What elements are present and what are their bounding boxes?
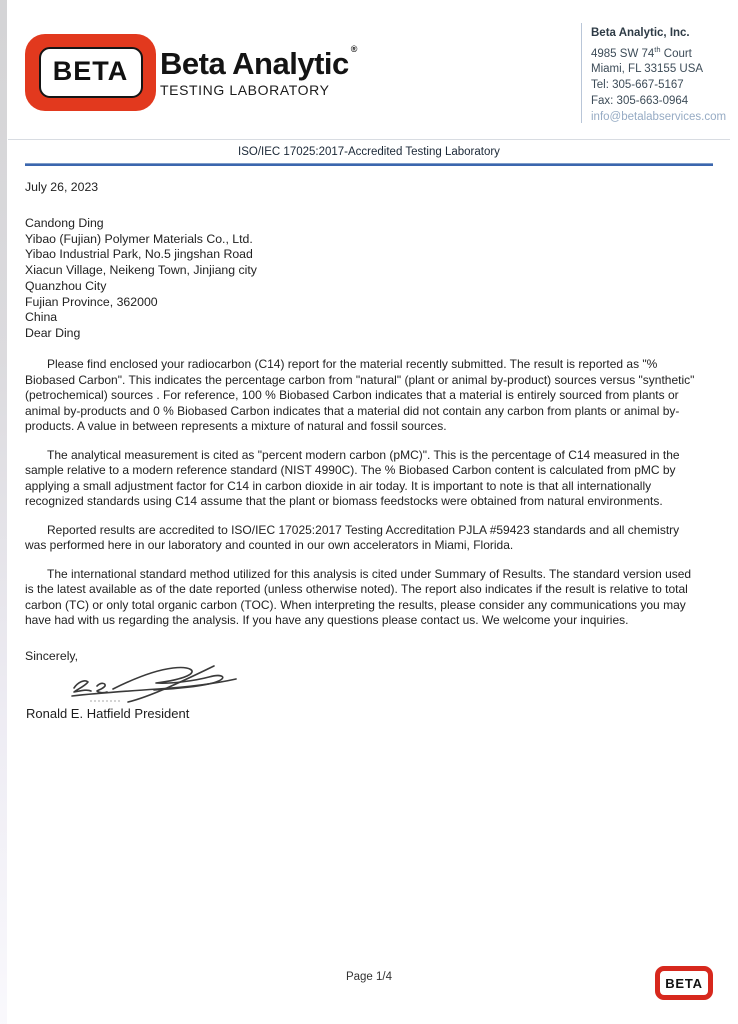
beta-logo-text: BETA: [52, 56, 129, 86]
letter-paragraph: The international standard method utilized for this analysis is cited under Summary of Results. The standard version used is the latest available as of the date reported (unless otherwise noted). The report also indicates if the result is relative to total carbon (TC) or only total organic carbon (TOC). When interpreting the results, please consider any communications you may have had with us regarding the analysis. If you have any questions please contact us. We welcome your inquiries.: [25, 566, 692, 627]
recipient-line: Quanzhou City: [25, 278, 107, 293]
page-number: Page 1/4: [345, 971, 393, 983]
beta-logo-inner: [39, 47, 143, 98]
registered-trademark-icon: ®: [350, 44, 357, 54]
brand-block: [160, 44, 357, 99]
brand-name-text: Beta Analytic: [160, 46, 349, 81]
header-divider: [581, 23, 582, 123]
accreditation-top-rule: [8, 139, 730, 140]
signer-name: Ronald E. Hatfield President: [26, 706, 190, 721]
contact-street-name: Court: [660, 47, 692, 60]
contact-block: [591, 26, 731, 126]
recipient-line: Yibao (Fujian) Polymer Materials Co., Ltd.: [25, 231, 253, 246]
recipient-line: Candong Ding: [25, 216, 104, 230]
recipient-line: Yibao Industrial Park, No.5 jingshan Road: [25, 247, 253, 262]
contact-tel: Tel: 305-667-5167: [591, 79, 684, 92]
accreditation-blue-rule: [25, 163, 713, 166]
contact-fax: Fax: 305-663-0964: [591, 95, 689, 108]
letter-paragraph: Please find enclosed your radiocarbon (C14) report for the material recently submitted. The result is reported as "% Biobased Carbon". This indicates the percentage carbon from "natural" (plant or animal by-product) sources versus "synthetic" (petrochemical) sources . For reference, 100 % Biobased Carbon indicates that a material is entirely sourced from plants or animal by-products and 0 % Biobased Carbon indicates that a material did not contain any carbon from plants or animal by-products. A value in between represents a mixture of natural and fossil sources.: [25, 357, 695, 433]
brand-subtitle: TESTING LABORATORY: [160, 82, 330, 99]
recipient-line: Xiacun Village, Neikeng Town, Jinjiang city: [25, 263, 257, 278]
letter-body: [25, 357, 703, 642]
letter-paragraph: Reported results are accredited to ISO/IEC 17025:2017 Testing Accreditation PJLA #59423 standards and all chemistry was performed here in our laboratory and counted in our own accelerators in Miami, Florida.: [25, 522, 680, 552]
closing-salutation: Sincerely,: [25, 649, 79, 663]
contact-city: Miami, FL 33155 USA: [591, 63, 704, 76]
contact-company: Beta Analytic, Inc.: [591, 27, 690, 39]
contact-street: [591, 42, 731, 63]
footer-beta-logo-text: BETA: [665, 975, 703, 991]
contact-street-ordinal: th: [654, 44, 661, 54]
recipient-line: China: [25, 310, 58, 325]
signature-image: [68, 662, 246, 710]
recipient-line: Fujian Province, 362000: [25, 294, 158, 309]
footer-beta-logo: [655, 966, 713, 1000]
accreditation-text: ISO/IEC 17025:2017-Accredited Testing Laboratory: [238, 146, 500, 158]
beta-logo: [25, 34, 156, 111]
brand-name: [160, 44, 357, 81]
recipient-block: [25, 216, 257, 342]
salutation-line: Dear Ding: [25, 325, 81, 340]
letter-date: July 26, 2023: [25, 180, 99, 194]
contact-email: info@betalabservices.com: [591, 110, 727, 123]
contact-street-number: 4985 SW 74: [591, 47, 655, 60]
letter-paragraph: The analytical measurement is cited as "percent modern carbon (pMC)". This is the percentage of C14 measured in the sample relative to a modern reference standard (NIST 4990C). The % Biobased Carbon content is calculated from pMC by applying a small adjustment factor for C14 in carbon dioxide in air today. It is important to note is that all internationally recognized standards using C14 assume that the plant or biomass feedstocks were obtained from natural environments.: [25, 447, 680, 508]
